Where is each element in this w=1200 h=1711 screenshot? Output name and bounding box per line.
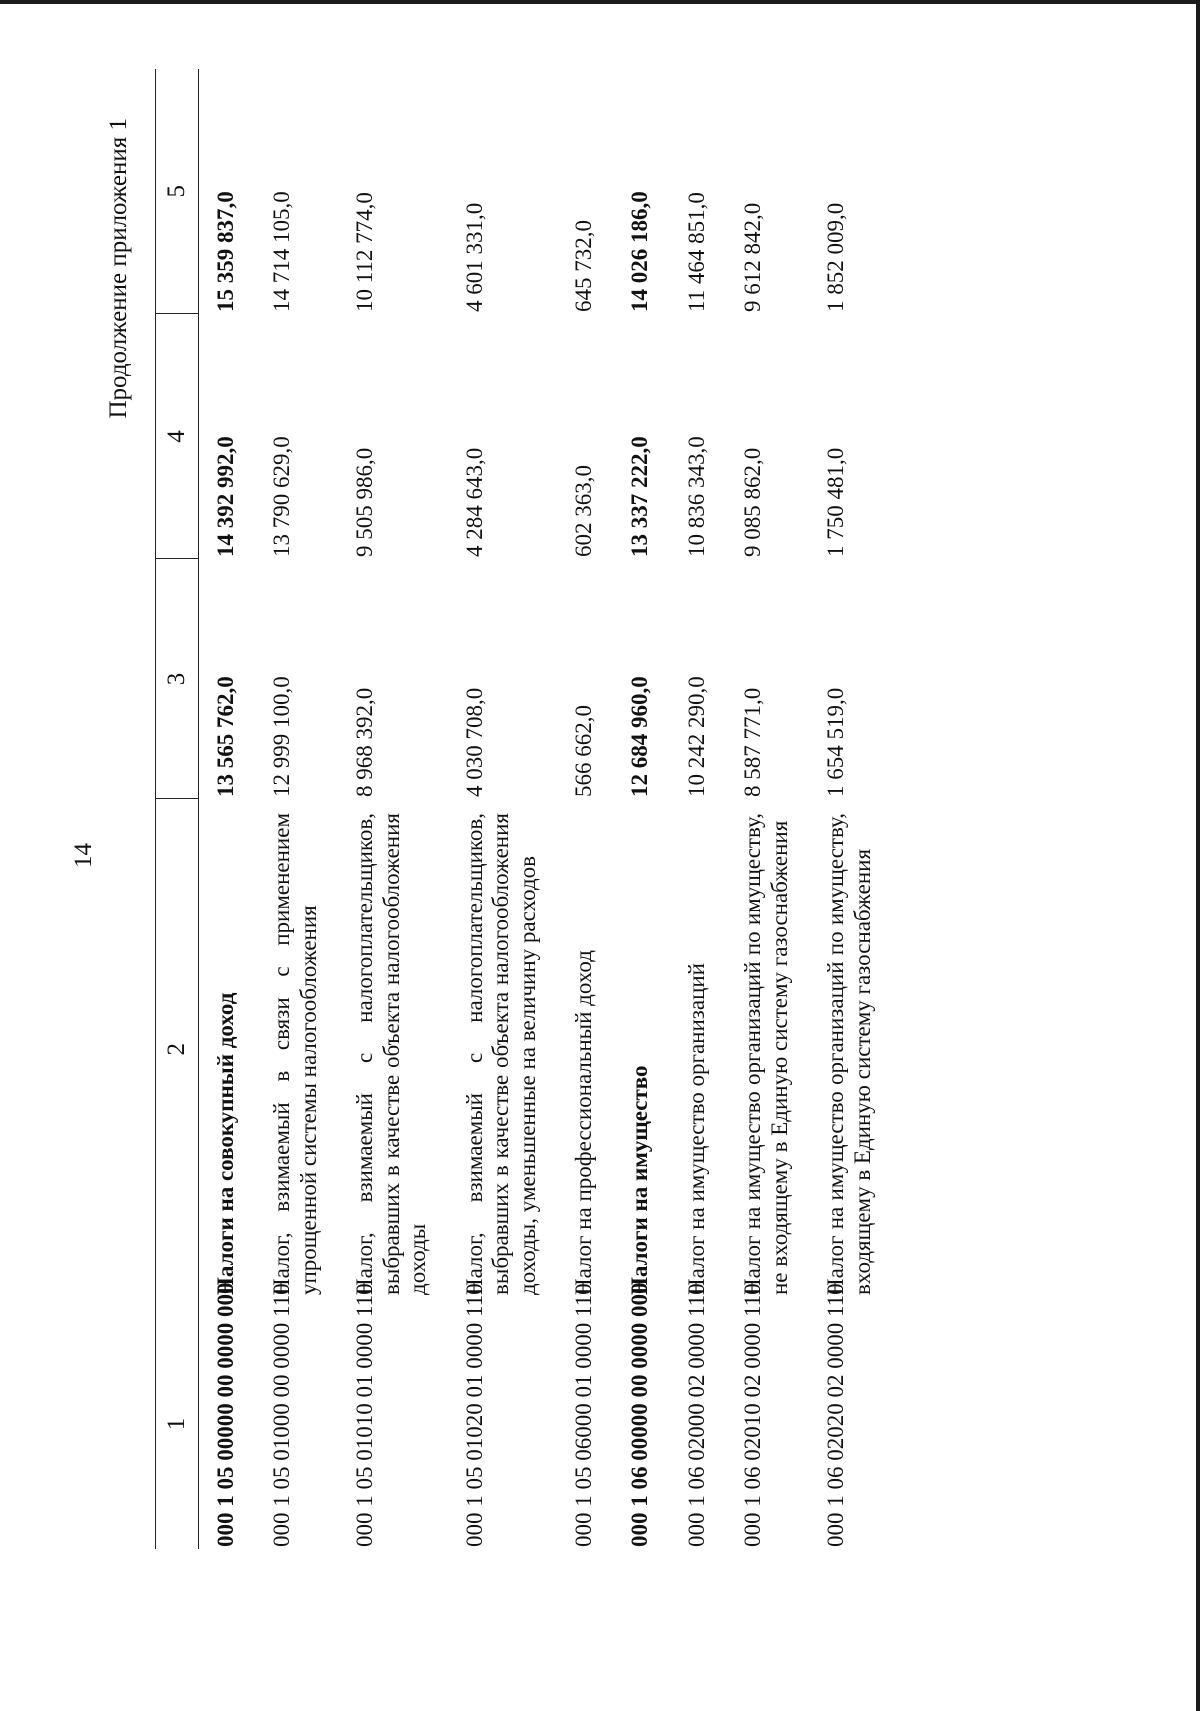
row-value-col5: 14 026 186,0 — [627, 191, 653, 312]
row-value-col3: 12 684 960,0 — [627, 676, 653, 797]
row-code: 000 1 06 02020 02 0000 110 — [823, 1283, 849, 1547]
row-code: 000 1 06 02000 02 0000 110 — [683, 1283, 709, 1547]
row-code: 000 1 05 01020 01 0000 110 — [461, 1283, 487, 1547]
row-name: Налоги на совокупный доход — [213, 992, 238, 1295]
row-value-col5: 15 359 837,0 — [213, 191, 238, 312]
row-value-col3: 4 030 708,0 — [461, 687, 487, 797]
row-code: 000 1 05 06000 01 0000 110 — [570, 1283, 596, 1547]
table-row — [613, 69, 669, 1549]
row-code: 000 1 06 00000 00 0000 000 — [627, 1282, 653, 1547]
appendix-continuation-note: Продолжение приложения 1 — [105, 118, 132, 419]
row-value-col4: 1 750 481,0 — [823, 447, 849, 557]
table-row — [557, 69, 613, 1549]
header-col-5: 5 — [156, 69, 199, 314]
row-value-col3: 1 654 519,0 — [823, 687, 849, 797]
row-value-col5: 11 464 851,0 — [683, 192, 709, 312]
table-row — [255, 69, 338, 1549]
row-value-col4: 4 284 643,0 — [461, 447, 487, 557]
row-name: Налог на имущество организаций по имуществу, не входящему в Единую систему газоснабжения — [740, 813, 792, 1295]
table-row — [448, 69, 557, 1549]
row-name: Налоги на имущество — [627, 1065, 653, 1295]
row-code: 000 1 05 01010 01 0000 110 — [352, 1283, 378, 1547]
table-header-row — [156, 69, 199, 1549]
table-row — [338, 69, 447, 1549]
row-value-col3: 8 968 392,0 — [352, 687, 378, 797]
row-name: Налог, взимаемый в связи с применением упрощенной системы налогообложения — [269, 813, 321, 1295]
row-value-col4: 13 790 629,0 — [269, 436, 295, 557]
row-value-col4: 9 505 986,0 — [352, 447, 378, 557]
row-name: Налог на имущество организаций по имуществу, входящему в Единую систему газоснабжения — [823, 813, 875, 1295]
table-body — [199, 69, 893, 1549]
row-code: 000 1 05 01000 00 0000 110 — [269, 1283, 295, 1547]
row-value-col5: 10 112 774,0 — [352, 192, 378, 312]
row-value-col3: 12 999 100,0 — [269, 676, 295, 797]
row-value-col5: 1 852 009,0 — [823, 202, 849, 312]
row-value-col4: 10 836 343,0 — [683, 436, 709, 557]
header-col-4: 4 — [156, 314, 199, 559]
table-row — [726, 69, 809, 1549]
row-value-col5: 9 612 842,0 — [740, 202, 766, 312]
row-value-col3: 10 242 290,0 — [683, 676, 709, 797]
revenue-table — [155, 69, 892, 1549]
row-code: 000 1 06 02010 02 0000 110 — [740, 1283, 766, 1547]
row-value-col5: 645 732,0 — [570, 220, 596, 312]
header-col-3: 3 — [156, 559, 199, 799]
header-col-1: 1 — [156, 1299, 199, 1549]
row-name: Налог на профессиональный доход — [570, 950, 596, 1295]
row-value-col5: 14 714 105,0 — [269, 191, 295, 312]
row-value-col4: 602 363,0 — [570, 465, 596, 557]
row-value-col4: 9 085 862,0 — [740, 447, 766, 557]
row-name: Налог, взимаемый с налогоплательщиков, выбравших в качестве объекта налогообложения доходы, уменьшенные на величину расходов — [461, 813, 540, 1295]
row-value-col5: 4 601 331,0 — [461, 202, 487, 312]
row-name: Налог на имущество организаций — [683, 963, 709, 1295]
table-row — [670, 69, 726, 1549]
table-row — [199, 69, 256, 1549]
row-code: 000 1 05 00000 00 0000 000 — [213, 1282, 238, 1547]
row-value-col4: 13 337 222,0 — [627, 436, 653, 557]
row-name: Налог, взимаемый с налогоплательщиков, выбравших в качестве объекта налогообложения доходы — [352, 813, 431, 1295]
table-row — [809, 69, 892, 1549]
header-col-2: 2 — [156, 799, 199, 1299]
row-value-col3: 566 662,0 — [570, 705, 596, 797]
row-value-col4: 14 392 992,0 — [213, 436, 238, 557]
page-number: 14 — [70, 843, 97, 868]
row-value-col3: 13 565 762,0 — [213, 676, 238, 797]
row-value-col3: 8 587 771,0 — [740, 687, 766, 797]
